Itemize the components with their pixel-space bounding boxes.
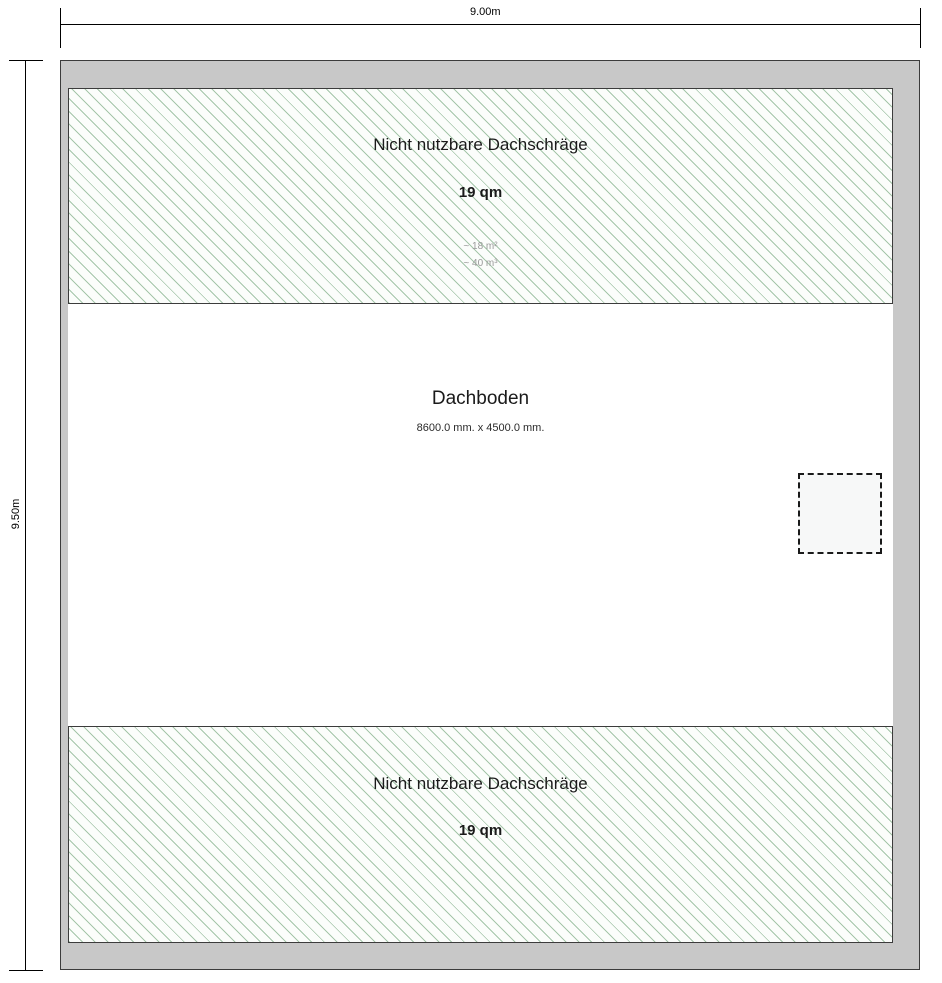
dimension-label-width: 9.00m	[470, 6, 501, 18]
dimension-tick-top	[9, 60, 43, 61]
hatch-opening[interactable]	[798, 473, 882, 554]
dimension-label-height: 9.50m	[10, 498, 22, 530]
room-label-dachboden: Dachboden	[431, 388, 530, 409]
room-nicht-nutzbare-dachschraege-top[interactable]	[68, 88, 893, 304]
room-area-top: 19 qm	[458, 184, 503, 201]
room-subvolume-top: ~ 40 m³	[463, 258, 498, 269]
dimension-line-width	[60, 24, 920, 25]
room-label-bottom: Nicht nutzbare Dachschräge	[373, 774, 588, 793]
room-dims-dachboden: 8600.0 mm. x 4500.0 mm.	[416, 422, 545, 434]
dimension-line-height	[25, 60, 26, 970]
room-label-top: Nicht nutzbare Dachschräge	[373, 135, 588, 154]
dimension-tick-bottom	[9, 970, 43, 971]
room-nicht-nutzbare-dachschraege-bottom[interactable]	[68, 726, 893, 943]
room-subarea-top: ~ 18 m²	[463, 241, 498, 252]
room-area-bottom: 19 qm	[458, 822, 503, 839]
dimension-tick-right	[920, 8, 921, 48]
dimension-tick-left	[60, 8, 61, 48]
